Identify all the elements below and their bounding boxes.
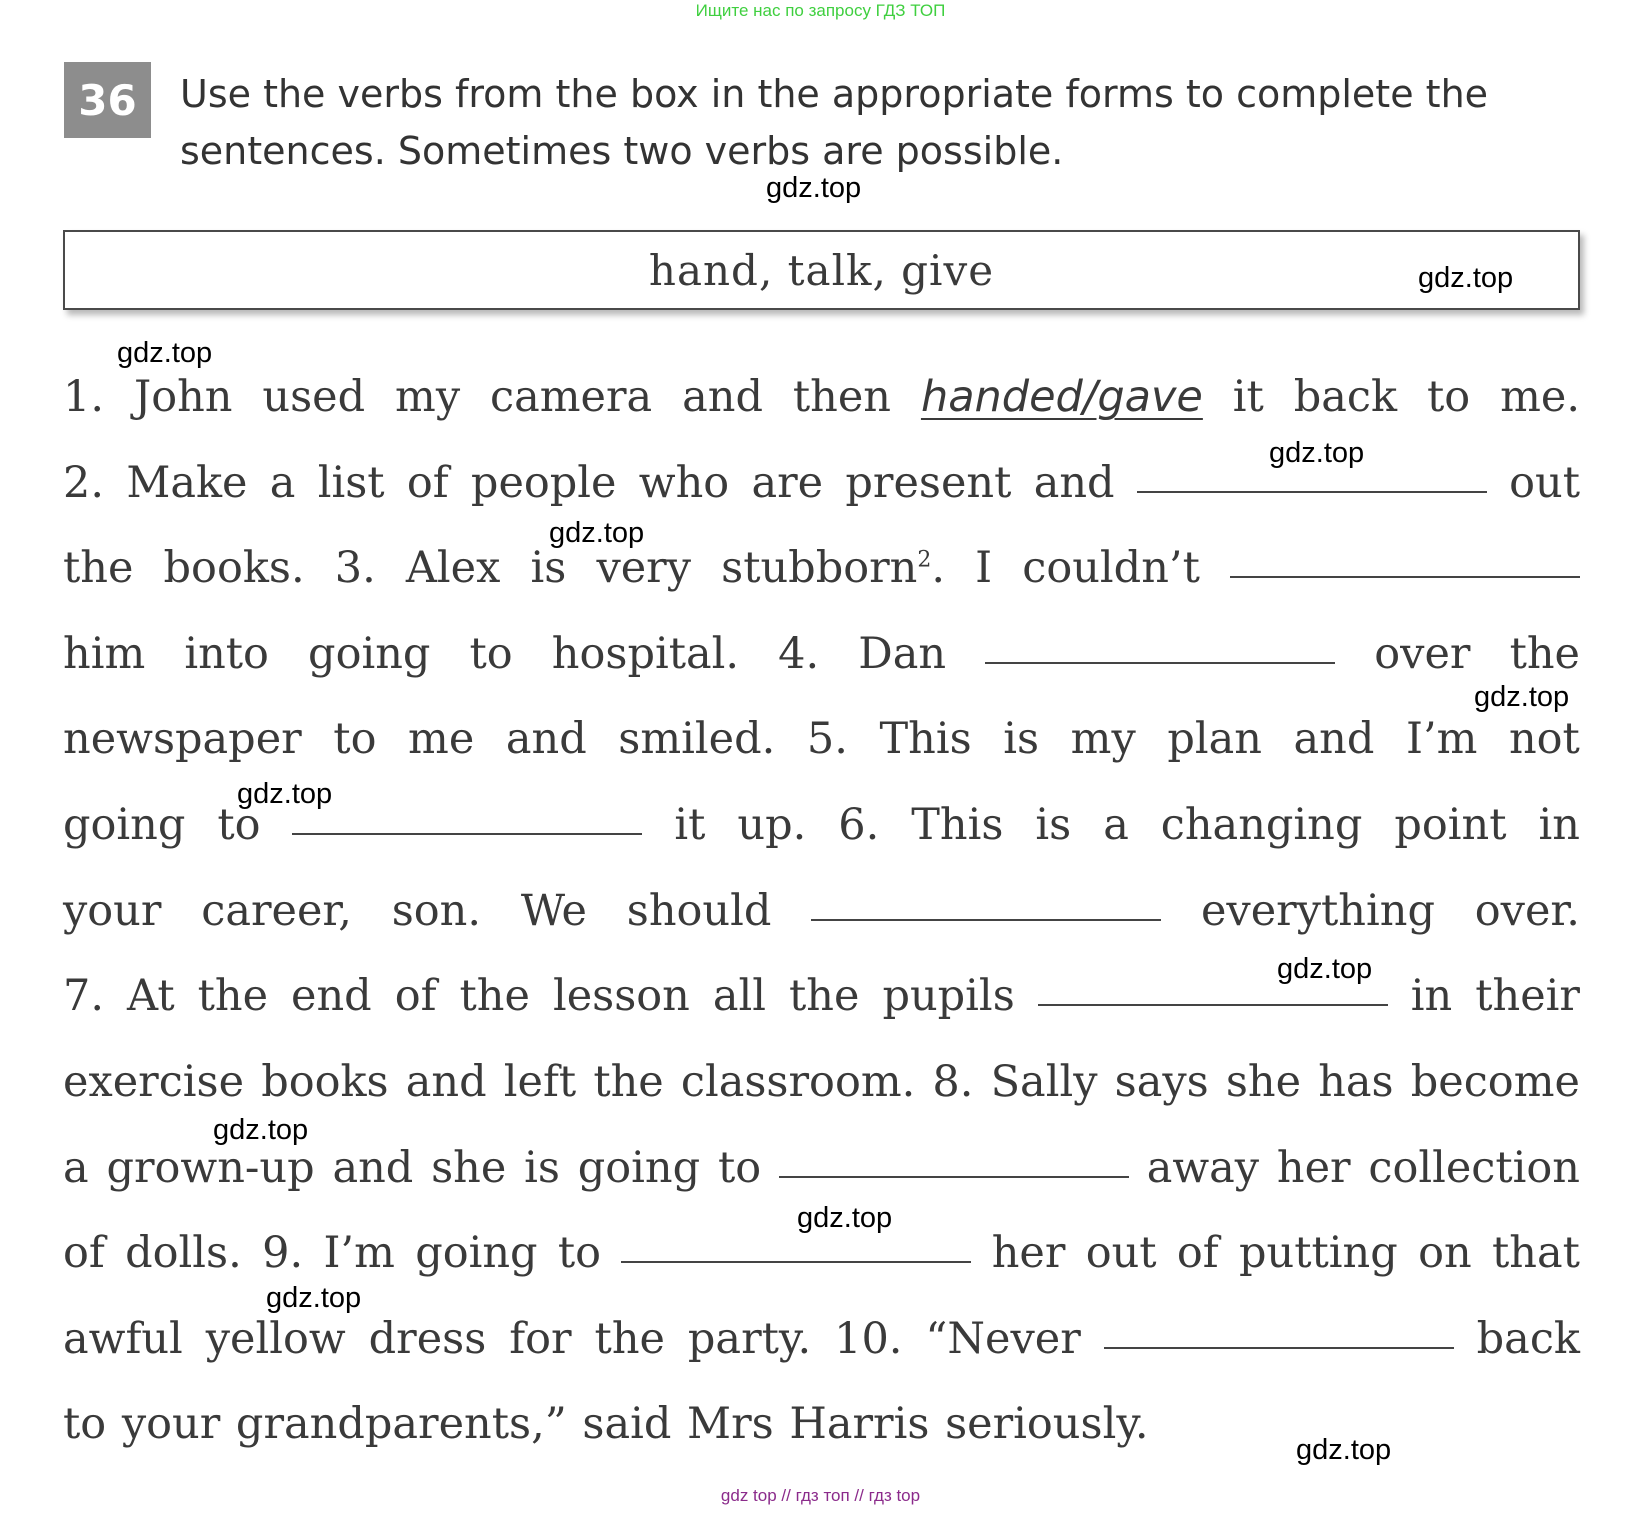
word: changing (1160, 800, 1363, 850)
word: all (712, 971, 767, 1021)
word: the (789, 971, 860, 1021)
word: hospital. (551, 629, 740, 679)
word: Dan (858, 629, 947, 679)
answer-blank-7[interactable] (1038, 1002, 1388, 1006)
word: 10. (834, 1314, 903, 1364)
word: the (63, 543, 134, 593)
word: son. (391, 886, 482, 936)
word: 6. (838, 800, 880, 850)
word: Sally (990, 1057, 1098, 1107)
word: in (1410, 971, 1453, 1021)
word: lesson (552, 971, 690, 1021)
sentence-end: to your grandparents,” said Mrs Harris seriously. (63, 1399, 1149, 1449)
sentence-line-12 (63, 1314, 1580, 1374)
word: not (1508, 714, 1580, 764)
verb-box: hand, talk, give (63, 230, 1580, 310)
word: to (1427, 372, 1471, 422)
answer-blank-3[interactable] (1230, 574, 1580, 578)
word: party. (687, 1314, 812, 1364)
word: end (291, 971, 372, 1021)
word: to (217, 800, 261, 850)
answer-blank-10[interactable] (1104, 1345, 1454, 1349)
word: smiled. (618, 714, 776, 764)
word: to (557, 1228, 602, 1278)
watermark: gdz.top (213, 1114, 309, 1146)
word: that (1492, 1228, 1580, 1278)
word: is (524, 1143, 560, 1193)
word: the (459, 971, 530, 1021)
word: . (931, 543, 946, 593)
word: awful (63, 1314, 183, 1364)
word: collection (1368, 1143, 1580, 1193)
word: Make (126, 458, 248, 508)
word: list (317, 458, 385, 508)
word: going (577, 1143, 701, 1193)
word: This (911, 800, 1004, 850)
word: her (991, 1228, 1066, 1278)
sentence-line-5 (63, 714, 1580, 774)
answer-blank-9[interactable] (621, 1259, 971, 1263)
word: stubborn (721, 543, 918, 593)
word: I (975, 543, 993, 593)
word: over (1374, 629, 1471, 679)
word: and (332, 1143, 414, 1193)
sentence-line-4 (63, 629, 1580, 689)
word: people (470, 458, 617, 508)
word: of (406, 458, 449, 508)
word-with-footnote (721, 543, 945, 593)
word: pupils (882, 971, 1015, 1021)
answer-1: handed/gave (920, 372, 1203, 422)
sentence-line-11 (63, 1228, 1580, 1288)
word: for (509, 1314, 572, 1364)
word: 8. (932, 1057, 974, 1107)
word: and (1033, 458, 1115, 508)
watermark: gdz.top (237, 778, 333, 810)
word: should (626, 886, 772, 936)
word: then (792, 372, 892, 422)
word: point (1394, 800, 1507, 850)
word: and (405, 1057, 487, 1107)
sentence-line-10 (63, 1143, 1580, 1203)
word: and (682, 372, 763, 422)
word: into (184, 629, 269, 679)
answer-blank-5[interactable] (292, 831, 642, 835)
watermark: gdz.top (117, 337, 213, 369)
word: 9. (262, 1228, 304, 1278)
word: her (1276, 1143, 1351, 1193)
word: dolls. (125, 1228, 242, 1278)
word: 2. (63, 458, 105, 508)
word: to (333, 714, 377, 764)
word: has (1318, 1057, 1394, 1107)
word: to (469, 629, 513, 679)
word: my (395, 372, 461, 422)
word: putting (1239, 1228, 1398, 1278)
word: We (520, 886, 587, 936)
word: plan (1167, 714, 1262, 764)
watermark: gdz.top (1418, 262, 1514, 294)
word: newspaper (63, 714, 302, 764)
word: left (503, 1057, 577, 1107)
word: John (133, 372, 233, 422)
watermark: gdz.top (1277, 953, 1373, 985)
search-banner: Ищите нас по запросу ГДЗ ТОП (695, 1, 946, 20)
sentence-line-9 (63, 1057, 1580, 1117)
footnote-mark: 2 (917, 547, 932, 573)
word: up. (737, 800, 807, 850)
footer-watermark: gdz top // гдз топ // гдз top (720, 1486, 921, 1505)
word: are (751, 458, 824, 508)
word: books (261, 1057, 389, 1107)
word: 5. (806, 714, 848, 764)
word: on (1418, 1228, 1472, 1278)
word: 7. (63, 971, 105, 1021)
watermark: gdz.top (1269, 437, 1365, 469)
answer-blank-4[interactable] (985, 660, 1335, 664)
word: exercise (63, 1057, 245, 1107)
word: Alex (405, 543, 501, 593)
word: books. (163, 543, 305, 593)
answer-blank-2[interactable] (1137, 489, 1487, 493)
word: out (1085, 1228, 1157, 1278)
word: and (505, 714, 587, 764)
word: is (530, 543, 567, 593)
word: of (394, 971, 437, 1021)
word: a (1103, 800, 1129, 850)
word: it (1232, 372, 1264, 422)
word: him (63, 629, 146, 679)
exercise-number-badge: 36 (64, 62, 151, 138)
word: out (1509, 458, 1580, 508)
word: of (1176, 1228, 1219, 1278)
word: she (1225, 1057, 1302, 1107)
word: going (63, 800, 186, 850)
watermark: gdz.top (266, 1282, 362, 1314)
word: the (593, 1057, 664, 1107)
word: the (197, 971, 269, 1021)
word: become (1410, 1057, 1580, 1107)
word: couldn’t (1022, 543, 1200, 593)
sentence-line-1 (63, 372, 1580, 432)
word: she (431, 1143, 507, 1193)
word: 1. (63, 372, 105, 422)
sentence-line-3 (63, 543, 1580, 603)
word: yellow (205, 1314, 346, 1364)
word: it (674, 800, 706, 850)
watermark: gdz.top (766, 172, 862, 204)
word: me (408, 714, 475, 764)
watermark: gdz.top (1474, 681, 1570, 713)
word: 4. (778, 629, 820, 679)
word: says (1114, 1057, 1209, 1107)
word: their (1475, 971, 1580, 1021)
word: At (127, 971, 175, 1021)
watermark: gdz.top (549, 517, 645, 549)
word: 3. (334, 543, 376, 593)
word: everything (1200, 886, 1435, 936)
word: present (845, 458, 1012, 508)
word: grown-up (106, 1143, 315, 1193)
word: to (717, 1143, 762, 1193)
watermark: gdz.top (1296, 1434, 1392, 1466)
instructions-line-2: sentences. Sometimes two verbs are possible. (180, 129, 1064, 173)
word: going (308, 629, 431, 679)
word: the (1509, 629, 1580, 679)
word: your (63, 886, 162, 936)
word: who (638, 458, 730, 508)
word: over. (1474, 886, 1580, 936)
word: and (1293, 714, 1375, 764)
word: back (1476, 1314, 1580, 1364)
word: I’m (1405, 714, 1478, 764)
word: “Never (925, 1314, 1081, 1364)
word: my (1070, 714, 1136, 764)
word: going (415, 1228, 538, 1278)
answer-blank-6[interactable] (811, 917, 1161, 921)
word: is (1035, 800, 1072, 850)
word: career, (201, 886, 352, 936)
word: used (262, 372, 366, 422)
word: I’m (323, 1228, 395, 1278)
word: me. (1500, 372, 1580, 422)
word: camera (490, 372, 653, 422)
word: This (879, 714, 972, 764)
word: classroom. (680, 1057, 916, 1107)
word: a (63, 1143, 89, 1193)
word: very (596, 543, 692, 593)
word: away (1146, 1143, 1260, 1193)
sentence-line-7 (63, 886, 1580, 946)
answer-blank-8[interactable] (779, 1174, 1129, 1178)
word: in (1538, 800, 1580, 850)
instructions-line-1: Use the verbs from the box in the appropriate forms to complete the (180, 72, 1489, 116)
word: the (594, 1314, 665, 1364)
word: is (1003, 714, 1040, 764)
exercise-instructions (180, 66, 1580, 180)
word: a (269, 458, 296, 508)
watermark: gdz.top (797, 1202, 893, 1234)
word: dress (368, 1314, 487, 1364)
word: back (1293, 372, 1398, 422)
word: of (63, 1228, 105, 1278)
